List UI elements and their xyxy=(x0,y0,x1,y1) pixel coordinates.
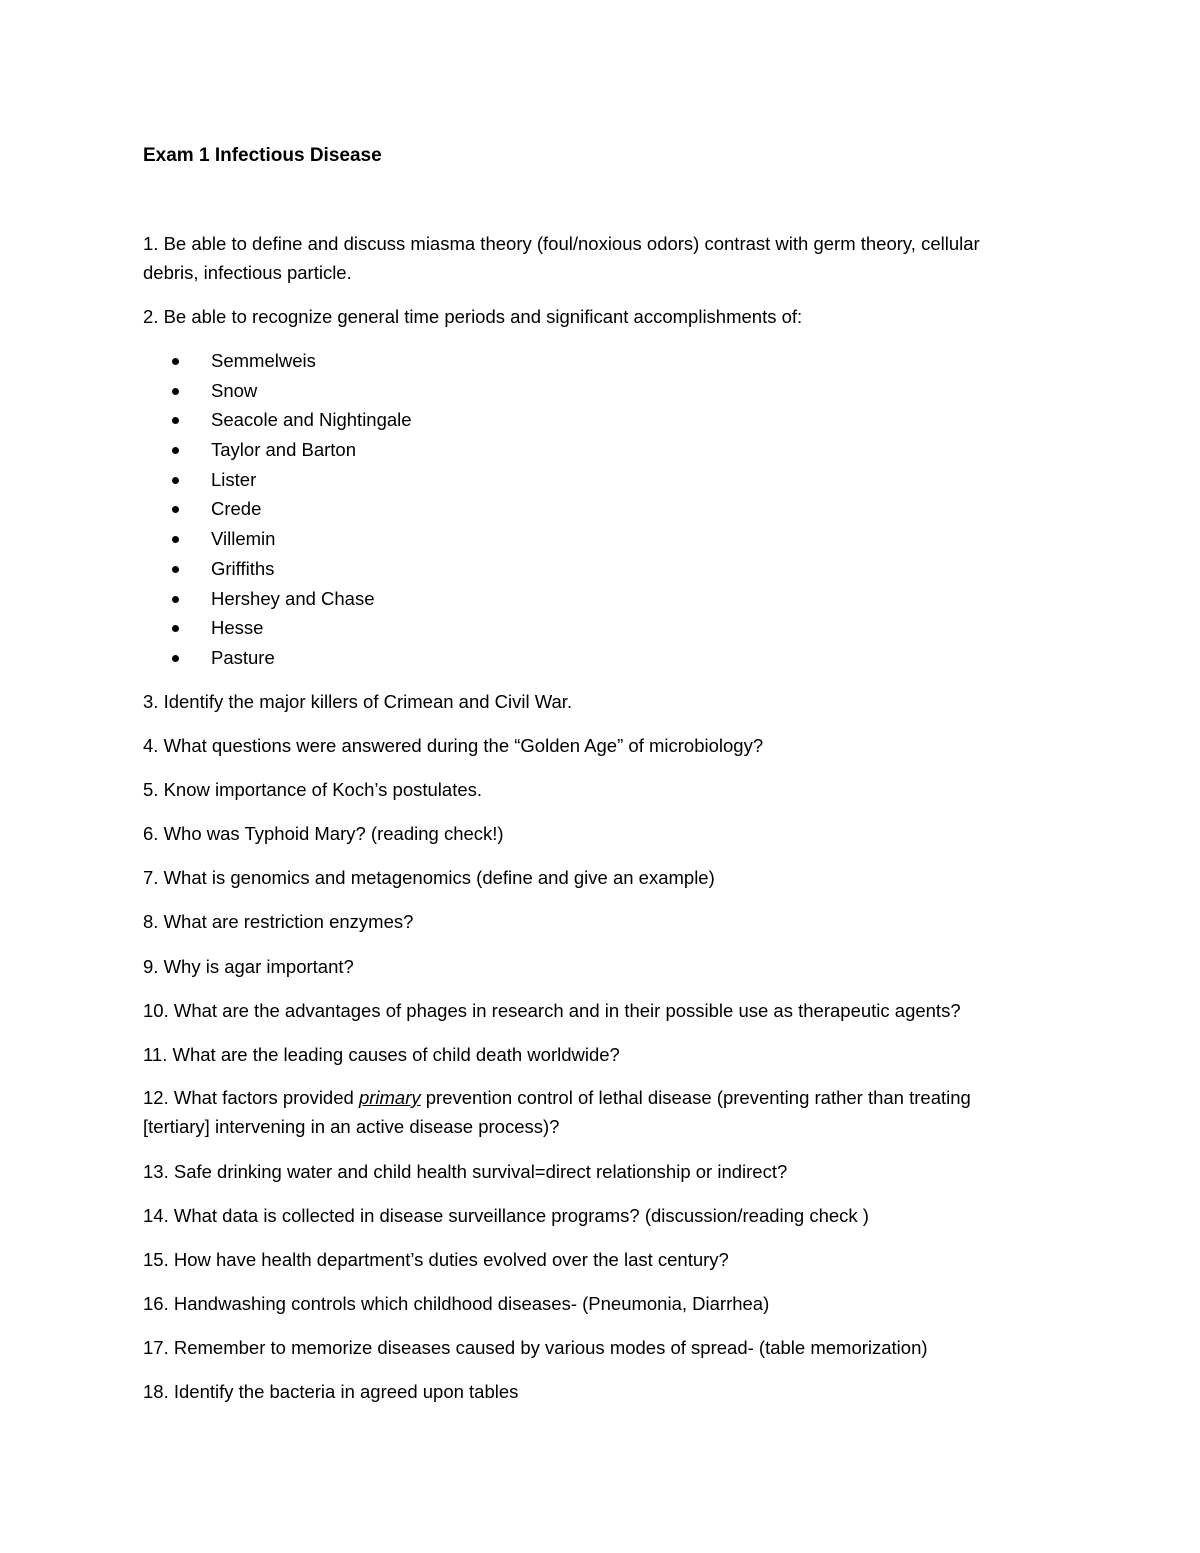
question-15 xyxy=(143,1245,729,1274)
question-text: What is genomics and metagenomics (define and give an example) xyxy=(158,867,715,888)
question-text-continued: debris, infectious particle. xyxy=(143,262,352,283)
question-9 xyxy=(143,952,354,981)
question-number: 4. xyxy=(143,735,159,756)
question-text: What questions were answered during the “Golden Age” of microbiology? xyxy=(158,735,764,756)
question-text: Safe drinking water and child health survival=direct relationship or indirect? xyxy=(168,1161,788,1182)
question-text: Identify the major killers of Crimean and Civil War. xyxy=(158,691,573,712)
question-number: 14. xyxy=(143,1205,169,1226)
question-text: Identify the bacteria in agreed upon tables xyxy=(168,1381,519,1402)
question-number: 9. xyxy=(143,956,159,977)
question-number: 7. xyxy=(143,867,159,888)
bullet-icon xyxy=(172,596,179,603)
bullet-icon xyxy=(172,388,179,395)
question-number: 1. xyxy=(143,233,159,254)
bullet-icon xyxy=(172,358,179,365)
bullet-icon xyxy=(172,625,179,632)
question-number: 12. xyxy=(143,1087,169,1108)
question-2 xyxy=(143,302,802,331)
question-number: 10. xyxy=(143,1000,169,1021)
question-text: Know importance of Koch’s postulates. xyxy=(158,779,483,800)
question-text: What are the leading causes of child death worldwide? xyxy=(167,1044,620,1065)
question-text: Handwashing controls which childhood diseases- (Pneumonia, Diarrhea) xyxy=(168,1293,770,1314)
question-6 xyxy=(143,819,504,848)
question-number: 17. xyxy=(143,1337,169,1358)
question-10 xyxy=(143,996,961,1025)
bullet-icon xyxy=(172,536,179,543)
bullet-icon xyxy=(172,477,179,484)
question-17 xyxy=(143,1333,928,1362)
bullet-icon xyxy=(172,417,179,424)
document-title: Exam 1 Infectious Disease xyxy=(143,145,382,166)
question-text: Who was Typhoid Mary? (reading check!) xyxy=(158,823,504,844)
question-5 xyxy=(143,775,482,804)
question-number: 6. xyxy=(143,823,159,844)
question-text-continued: [tertiary] intervening in an active disease process)? xyxy=(143,1116,560,1137)
emphasized-word: primary xyxy=(358,1087,421,1108)
question-number: 15. xyxy=(143,1249,169,1270)
question-number: 8. xyxy=(143,911,159,932)
question-number: 13. xyxy=(143,1161,169,1182)
question-number: 11. xyxy=(143,1044,168,1065)
question-number: 5. xyxy=(143,779,159,800)
bullet-icon xyxy=(172,566,179,573)
question-text: How have health department’s duties evolved over the last century? xyxy=(168,1249,729,1270)
question-text: What data is collected in disease surveillance programs? (discussion/reading check ) xyxy=(168,1205,869,1226)
question-number: 2. xyxy=(143,306,159,327)
question-text: Why is agar important? xyxy=(158,956,354,977)
bullet-icon xyxy=(172,506,179,513)
question-12 xyxy=(143,1083,971,1141)
question-text: Be able to define and discuss miasma theory (foul/noxious odors) contrast with germ theory, cellular xyxy=(158,233,980,254)
document-page: Exam 1 Infectious Disease 1. Be able to define and discuss miasma theory (foul/noxious odors) contrast with germ theory, cellular debris, infectious particle. 2. Be able to recognize general time periods and significant accomplishments of: Semmelweis Snow Seacole and Nightingale Taylor and Barton Lister Crede Villemin Griffiths Hershey and Chase Hesse Pasture 3. Identify the major killers of Crimean and Civil War. 4. What questions were answered during the “Golden Age” of microbiology? 5. Know importance of Koch’s postulates. 6. Who was Typhoid Mary? (reading check!) 7. What is genomics and metagenomics (define and give an example) 8. What are restriction enzymes? 9. Why is agar important? 10. What are the advantages of phages in research and in their possible use as therapeutic agents? 11. What are the leading causes of child death worldwide? 12. What factors provided primary prevention control of lethal disease (preventing rather than treating [tertiary] intervening in an active disease process)? 13. Safe drinking water and child health survival=direct relationship or indirect? 14. What data is collected in disease surveillance programs? (discussion/reading check ) 15. How have health department’s duties evolved over the last century? 16. Handwashing controls which childhood diseases- (Pneumonia, Diarrhea) 17. Remember to memorize diseases caused by various modes of spread- (table memorization) 18. Identify the bacteria in agreed upon tables xyxy=(0,0,1200,1553)
question-1 xyxy=(143,229,980,287)
bullet-icon xyxy=(172,655,179,662)
question-text: Remember to memorize diseases caused by various modes of spread- (table memorization) xyxy=(168,1337,928,1358)
question-4 xyxy=(143,731,763,760)
question-7 xyxy=(143,863,715,892)
question-text: What are the advantages of phages in research and in their possible use as therapeutic agents? xyxy=(168,1000,961,1021)
question-number: 18. xyxy=(143,1381,169,1402)
question-3 xyxy=(143,687,572,716)
question-text: What factors provided xyxy=(168,1087,359,1108)
question-8 xyxy=(143,907,413,936)
question-16 xyxy=(143,1289,769,1318)
bullet-icon xyxy=(172,447,179,454)
question-text-end: prevention control of lethal disease (preventing rather than treating xyxy=(420,1087,971,1108)
question-11 xyxy=(143,1040,620,1069)
question-18 xyxy=(143,1377,518,1406)
question-text: What are restriction enzymes? xyxy=(158,911,414,932)
question-13 xyxy=(143,1157,787,1186)
question-number: 16. xyxy=(143,1293,169,1314)
question-number: 3. xyxy=(143,691,159,712)
question-text: Be able to recognize general time periods and significant accomplishments of: xyxy=(158,306,803,327)
question-14 xyxy=(143,1201,869,1230)
